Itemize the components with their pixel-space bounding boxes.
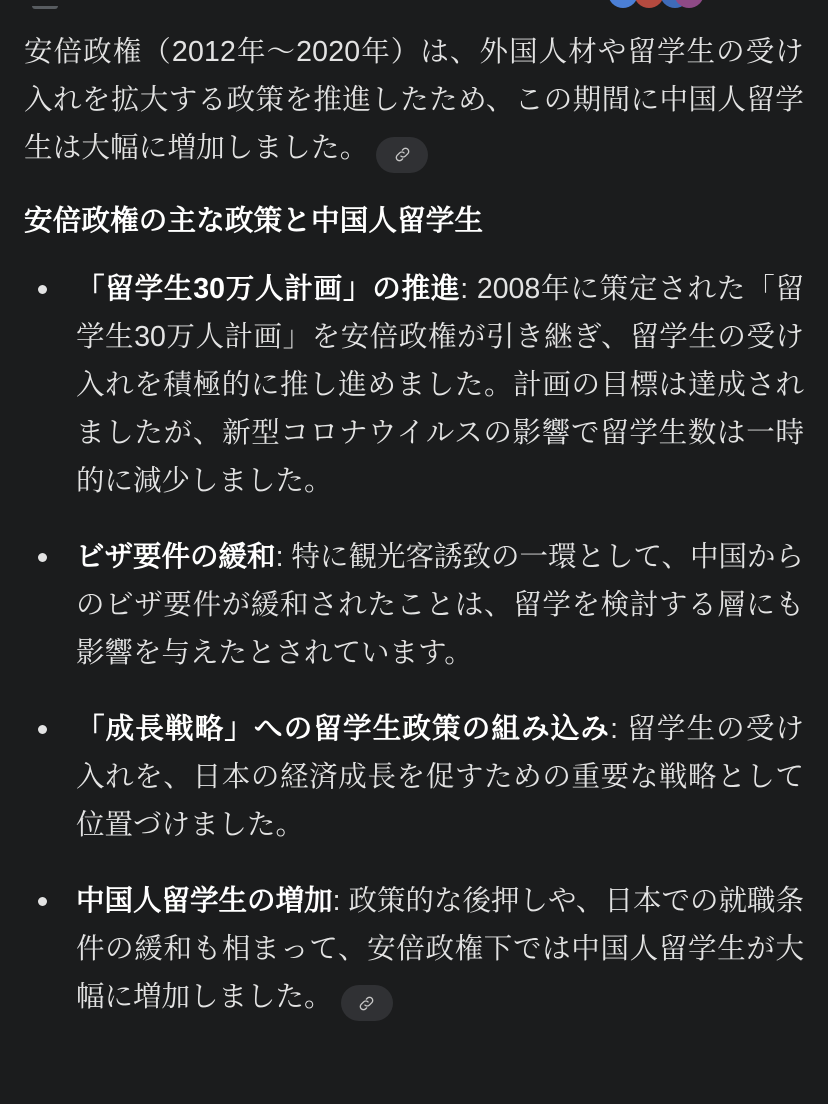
bullet-lead: 「成長戦略」への留学生政策の組み込み (76, 712, 611, 745)
bullet-body: 特に観光客誘致の一環として、中国からのビザ要件が緩和されたことは、留学を検討する層にも影響を与えたとされています。 (76, 540, 804, 669)
bullet-lead: 「留学生30万人計画」の推進 (76, 272, 461, 305)
list-item (24, 705, 804, 849)
section-title: 安倍政権の主な政策と中国人留学生 (24, 204, 484, 237)
policy-bullet-list (24, 265, 804, 1022)
top-chrome-strip (24, 0, 804, 14)
link-icon[interactable] (341, 985, 393, 1021)
intro-paragraph-text: 安倍政権（2012年〜2020年）は、外国人材や留学生の受け入れを拡大する政策を推進したため、この期間に中国人留学生は大幅に増加しました。 (24, 36, 804, 164)
bullet-dot-icon (38, 897, 47, 906)
bullet-body: 2008年に策定された「留学生30万人計画」を安倍政権が引き継ぎ、留学生の受け入れを積極的に推し進めました。計画の目標は達成されましたが、新型コロナウイルスの影響で留学生数は一時的に減少しました。 (76, 272, 805, 497)
bullet-body: 政策的な後押しや、日本での就職条件の緩和も相まって、安倍政権下では中国人留学生が大幅に増加しました。 (76, 884, 804, 1013)
link-icon[interactable] (376, 137, 428, 173)
bullet-lead: ビザ要件の緩和 (76, 540, 276, 573)
bullet-separator: : (610, 712, 628, 745)
bullet-dot-icon (38, 725, 47, 734)
intro-paragraph (24, 28, 804, 173)
bullet-dot-icon (38, 285, 47, 294)
bullet-separator: : (460, 272, 477, 305)
answer-content (24, 14, 804, 1021)
list-item (24, 265, 804, 505)
bullet-lead: 中国人留学生の増加 (76, 884, 333, 917)
list-item (24, 877, 804, 1022)
cut-off-top-control[interactable] (32, 0, 58, 9)
bullet-body: 留学生の受け入れを、日本の経済成長を促すための重要な戦略として位置づけました。 (76, 712, 804, 841)
list-item (24, 533, 804, 677)
bullet-separator: : (275, 540, 292, 573)
google-gemini-logo (608, 0, 700, 8)
bullet-separator: : (332, 884, 349, 917)
bullet-dot-icon (38, 553, 47, 562)
